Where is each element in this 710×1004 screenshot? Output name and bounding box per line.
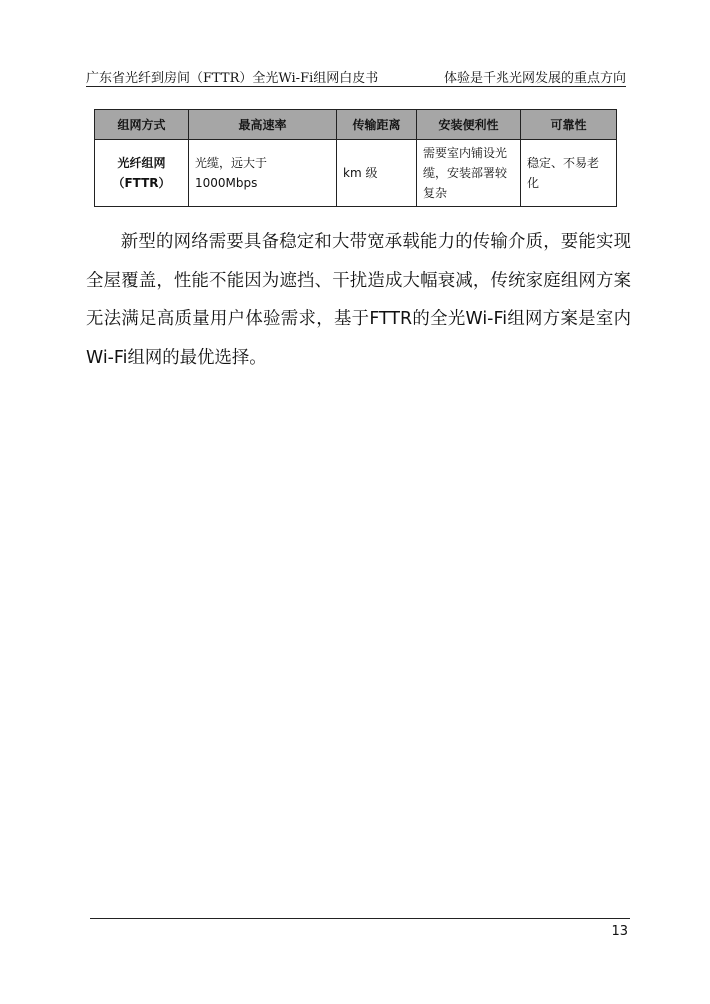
- table-row: [95, 140, 617, 207]
- cell-reliability: 稳定、不易老化: [521, 140, 617, 207]
- column-header-max-speed: 最高速率: [189, 110, 337, 140]
- column-header-distance: 传输距离: [337, 110, 417, 140]
- column-header-network-type: 组网方式: [95, 110, 189, 140]
- body-paragraph: 新型的网络需要具备稳定和大带宽承载能力的传输介质，要能实现全屋覆盖，性能不能因为遮挡、干扰造成大幅衰减，传统家庭组网方案无法满足高质量用户体验需求，基于FTTR的全光Wi-Fi组网方案是室内Wi-Fi组网的最优选择。: [86, 232, 631, 368]
- cell-max-speed: 光缆，远大于 1000Mbps: [189, 140, 337, 207]
- cell-network-type-line1: 光纤组网: [117, 156, 166, 170]
- column-header-reliability: 可靠性: [521, 110, 617, 140]
- cell-install: 需要室内铺设光缆，安装部署较复杂: [417, 140, 521, 207]
- cell-network-type-line2: （FTTR）: [112, 176, 171, 190]
- header-section-title: 体验是千兆光网发展的重点方向: [443, 71, 626, 86]
- footer-divider: [90, 918, 630, 919]
- page-header: [86, 64, 626, 87]
- cell-network-type: [95, 140, 189, 207]
- network-comparison-table: [94, 109, 617, 207]
- table-header-row: [95, 110, 617, 140]
- page-number: 13: [611, 924, 628, 939]
- cell-distance: km 级: [337, 140, 417, 207]
- column-header-install: 安装便利性: [417, 110, 521, 140]
- header-document-title: 广东省光纤到房间（FTTR）全光Wi-Fi组网白皮书: [86, 71, 379, 86]
